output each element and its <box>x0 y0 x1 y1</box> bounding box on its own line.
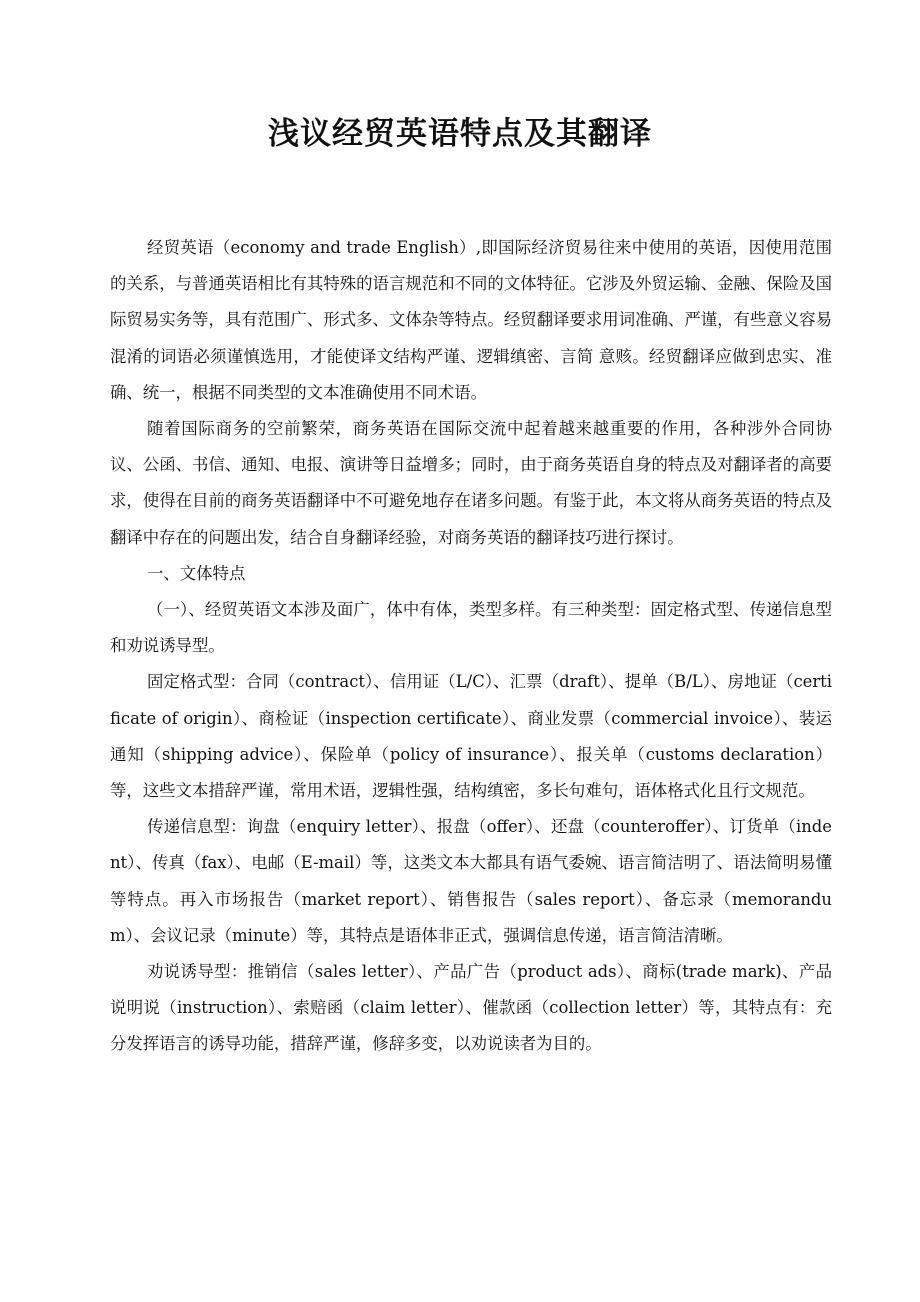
paragraph-intro: 经贸英语（economy and trade English）,即国际经济贸易往来中使用的英语，因使用范围的关系，与普通英语相比有其特殊的语言规范和不同的文体特征。它涉及外贸运输、金融、保险及国际贸易实务等，具有范围广、形式多、文体杂等特点。经贸翻译要求用词准确、严谨，有些意义容易混淆的词语必须谨慎选用，才能使译文结构严谨、逻辑缜密、言简 意赅。经贸翻译应做到忠实、准确、统一，根据不同类型的文本准确使用不同术语。 <box>110 238 832 402</box>
paragraph-fixed-format: 固定格式型：合同（contract）、信用证（L/C）、汇票（draft）、提单（B/L）、房地证（certificate of origin）、商检证（inspection certificate）、商业发票（commercial invoice）、装运通知（shipping advice）、保险单（policy of insurance）、报关单（customs declaration）等，这些文本措辞严谨，常用术语，逻辑性强，结构缜密，多长句难句，语体格式化且行文规范。 <box>110 672 832 801</box>
document-body <box>110 230 832 1063</box>
paragraph-text-types: （一）、经贸英语文本涉及面广，体中有体，类型多样。有三种类型：固定格式型、传递信息型和劝说诱导型。 <box>110 600 832 656</box>
document-title: 浅议经贸英语特点及其翻译 <box>268 116 652 152</box>
paragraph-background: 随着国际商务的空前繁荣，商务英语在国际交流中起着越来越重要的作用，各种涉外合同协议、公函、书信、通知、电报、演讲等日益增多；同时，由于商务英语自身的特点及对翻译者的高要求，使得在目前的商务英语翻译中不可避免地存在诸多问题。有鉴于此，本文将从商务英语的特点及翻译中存在的问题出发，结合自身翻译经验，对商务英语的翻译技巧进行探讨。 <box>110 419 832 547</box>
section-heading-style: 一、文体特点 <box>147 563 246 583</box>
paragraph-information: 传递信息型：询盘（enquiry letter）、报盘（offer）、还盘（counteroffer）、订货单（indent）、传真（fax）、电邮（E-mail）等，这类文本大都具有语气委婉、语言简洁明了、语法简明易懂等特点。再入市场报告（market report）、销售报告（sales report）、备忘录（memorandum）、会议记录（minute）等，其特点是语体非正式，强调信息传递，语言简洁清晰。 <box>110 817 832 945</box>
paragraph-persuasive: 劝说诱导型：推销信（sales letter）、产品广告（product ads）、商标(trade mark)、产品说明说（instruction）、索赔函（claim letter）、催款函（collection letter）等，其特点有：充分发挥语言的诱导功能，措辞严谨，修辞多变，以劝说读者为目的。 <box>110 962 832 1054</box>
